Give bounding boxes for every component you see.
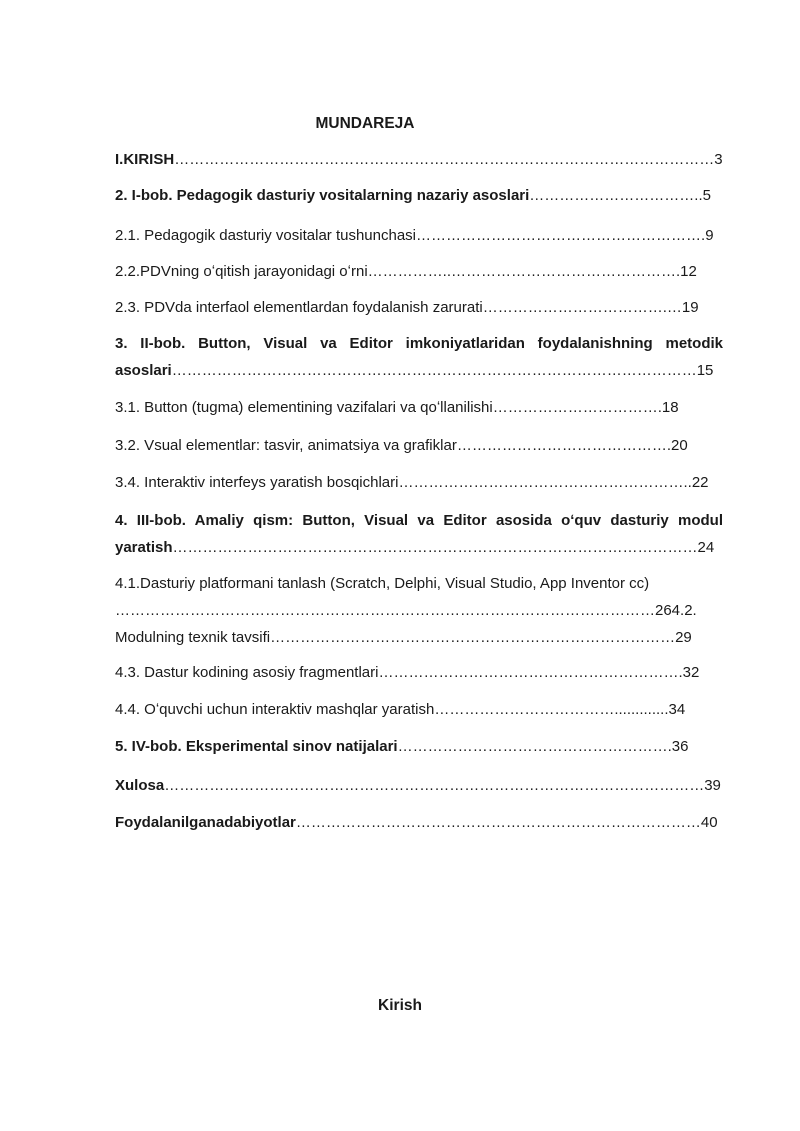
- toc-entry-title: 3.4. Interaktiv interfeys yaratish bosqichlari: [115, 474, 399, 491]
- toc-entry-continuation: [115, 357, 723, 384]
- toc-entry-title: 2.2.PDVning oʻqitish jarayonidagi oʻrni: [115, 263, 368, 280]
- toc-leader: ………………………………………………………………………………………………: [164, 777, 705, 794]
- toc-entry-title: 4.1.Dasturiy platformani tanlash (Scratch, Delphi, Visual Studio, App Inventor cc): [115, 575, 650, 592]
- toc-leader: ………………………………………………………………………: [270, 629, 676, 646]
- toc-page-number: 12: [680, 263, 697, 280]
- toc-leader: …………………………………………………….: [378, 664, 683, 681]
- toc-entry: [115, 398, 727, 418]
- toc-entry-title: yaratish: [115, 539, 173, 556]
- toc-entry-title: 4.3. Dastur kodining asosiy fragmentlari: [115, 664, 379, 681]
- toc-entry: [115, 186, 727, 206]
- toc-entry-title: Foydalanilganadabiyotlar: [115, 814, 296, 831]
- toc-entry: [115, 298, 727, 318]
- toc-leader: ………………………………………………………………………………………………: [174, 151, 715, 168]
- toc-entry: [115, 150, 727, 170]
- toc-entry: [115, 813, 727, 833]
- toc-entry-continuation: [115, 534, 723, 561]
- toc-entry-title: 3. II-bob. Button, Visual va Editor imkoniyatlaridan foydalanishning metodik: [115, 335, 723, 352]
- page-title: MUNDAREJA: [315, 115, 415, 132]
- toc-leader: ………………………………………………………………………………………………264.2.: [115, 602, 697, 619]
- toc-entry-section-4-1: [115, 570, 723, 651]
- toc-page-number: 3: [714, 151, 723, 168]
- toc-entry: [115, 700, 727, 720]
- toc-entry: [115, 262, 727, 282]
- toc-leader: ……………………………………………………………………………………………: [171, 362, 697, 379]
- toc-entry-title: 4.4. Oʻquvchi uchun interaktiv mashqlar yaratish: [115, 701, 435, 718]
- toc-leader: ……………………………..: [529, 187, 703, 204]
- toc-entry-title: Modulning texnik tavsifi: [115, 629, 271, 646]
- toc-entry-title: 5. IV-bob. Eksperimental sinov natijalari: [115, 738, 398, 755]
- toc-entry: [115, 473, 727, 493]
- toc-entry: [115, 226, 727, 246]
- toc-entry-title: 2.3. PDVda interfaol elementlardan foydalanish zarurati: [115, 299, 483, 316]
- toc-entry: [115, 436, 727, 456]
- toc-entry-chapter-3: [115, 330, 723, 384]
- toc-entry-title: 3.1. Button (tugma) elementining vazifalari va qoʻllanilishi: [115, 399, 493, 416]
- toc-leader: …………………………………….: [456, 437, 671, 454]
- toc-page-number: 9: [705, 227, 714, 244]
- toc-page-number: 39: [704, 777, 721, 794]
- toc-page-number: 34: [668, 701, 686, 718]
- toc-page-number: 22: [691, 474, 709, 491]
- toc-page-number: 5: [702, 187, 711, 204]
- toc-entry-title: 4. III-bob. Amaliy qism: Button, Visual va Editor asosida oʻquv dasturiy modul: [115, 512, 723, 529]
- toc-page-number: 19: [681, 299, 699, 316]
- toc-entry: [115, 737, 727, 757]
- toc-entry: [115, 663, 727, 683]
- toc-entry-title: Xulosa: [115, 777, 165, 794]
- toc-leader: ………………………………………………….: [416, 227, 706, 244]
- toc-page-number: 29: [675, 629, 692, 646]
- toc-leader: …………………………….: [492, 399, 662, 416]
- toc-entry-title: asoslari: [115, 362, 172, 379]
- toc-page-number: 18: [661, 399, 679, 416]
- toc-page-number: 24: [697, 539, 715, 556]
- toc-leader: …………………………………………………..: [398, 474, 692, 491]
- toc-entry-title: I.KIRISH: [115, 151, 175, 168]
- toc-entry-title: 3.2. Vsual elementlar: tasvir, animatsiya va grafiklar: [115, 437, 457, 454]
- toc-page-number: 32: [682, 664, 700, 681]
- toc-entry-continuation: [115, 624, 723, 651]
- section-heading: Kirish: [378, 997, 422, 1014]
- toc-page-number: 40: [700, 814, 718, 831]
- toc-page-number: 36: [671, 738, 689, 755]
- toc-entry: [115, 776, 727, 796]
- toc-page-number: 20: [671, 437, 688, 454]
- toc-leader: ………………………………………………………………………: [295, 814, 701, 831]
- toc-leader: ……………………………….............: [434, 701, 669, 718]
- toc-leader: ……………………………………………………………………………………………: [172, 539, 698, 556]
- toc-leader: ……………………………………………….: [397, 738, 672, 755]
- toc-page-number: 15: [696, 362, 714, 379]
- toc-entry-title: 2.1. Pedagogik dasturiy vositalar tushunchasi: [115, 227, 417, 244]
- toc-leader: ……………………………….…: [482, 299, 682, 316]
- toc-leader: ……………..……………………………………….: [367, 263, 681, 280]
- toc-entry-title: 2. I-bob. Pedagogik dasturiy vositalarning nazariy asoslari: [115, 187, 530, 204]
- toc-entry-chapter-4: [115, 507, 723, 561]
